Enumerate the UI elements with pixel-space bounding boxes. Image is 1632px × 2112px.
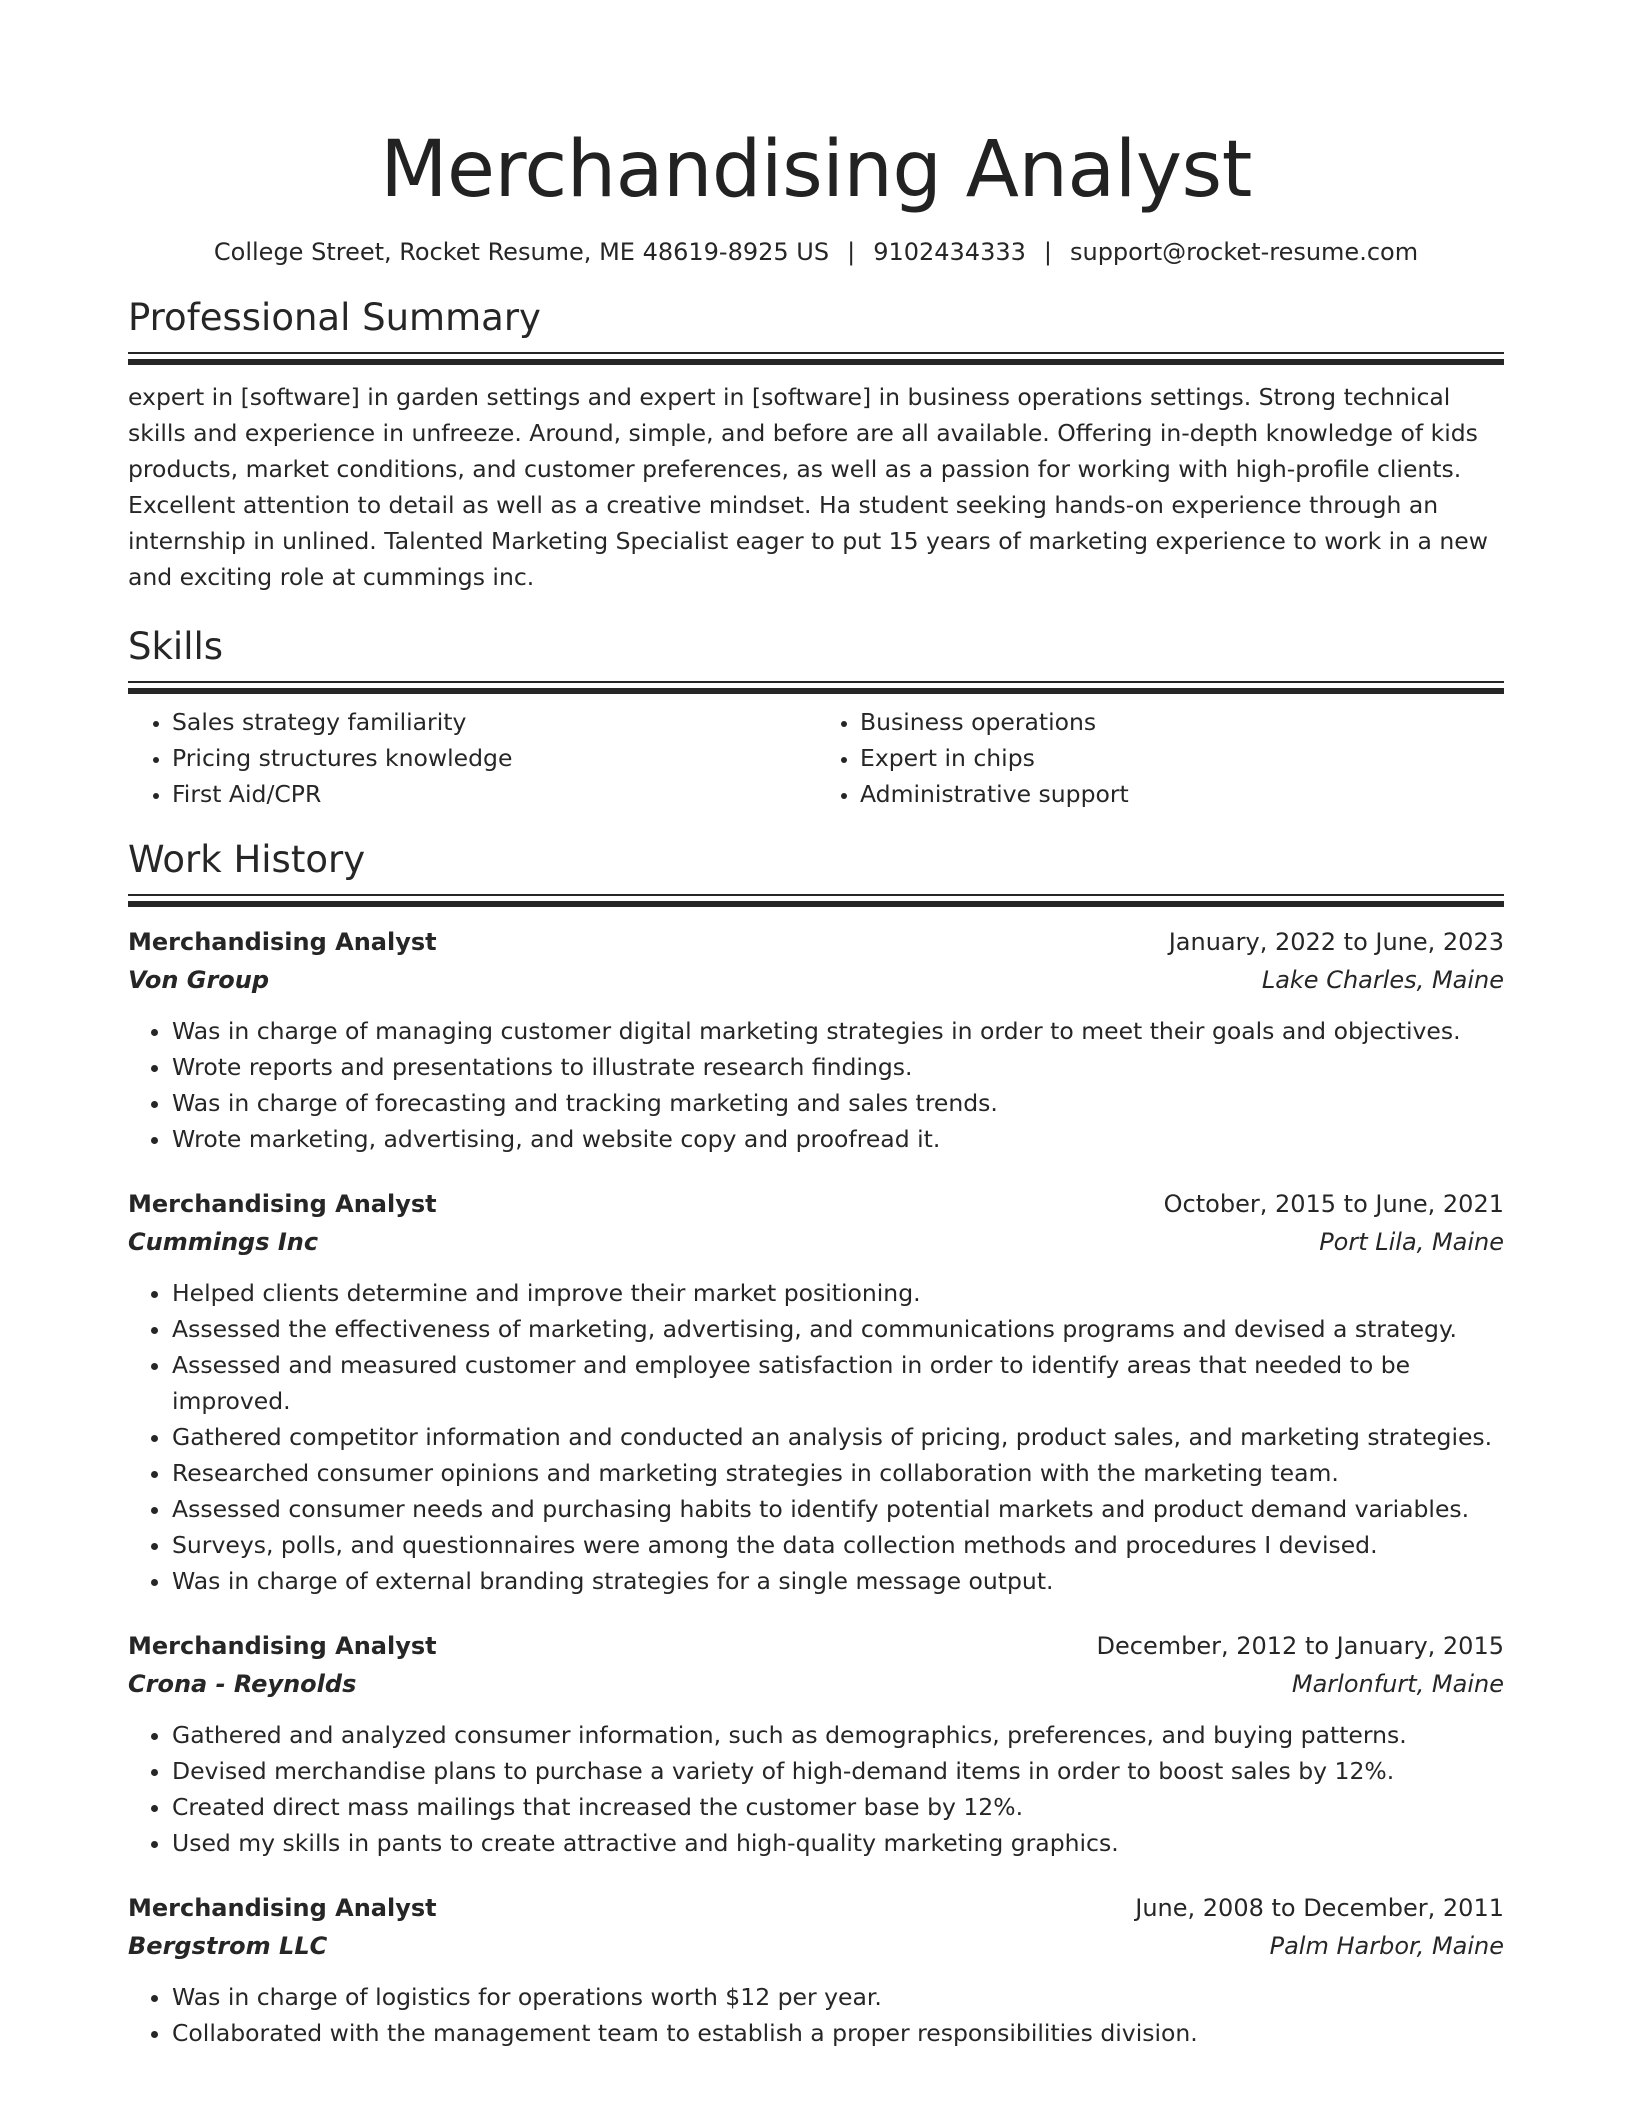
skill-item: • Sales strategy familiarity: [172, 704, 816, 740]
skill-item: • Pricing structures knowledge: [172, 740, 816, 776]
job-title: Merchandising Analyst: [128, 1190, 437, 1218]
job-duty: • Researched consumer opinions and marketing strategies in collaboration with the marketing team.: [172, 1455, 1504, 1491]
skill-item: • Administrative support: [860, 776, 1504, 812]
job-duty: • Assessed the effectiveness of marketing, advertising, and communications programs and devised a strategy.: [172, 1311, 1504, 1347]
job-duties: [128, 1717, 1504, 1861]
job-entry: [128, 1185, 1504, 1599]
skills-section: [128, 623, 1504, 812]
skills-column-left: [128, 704, 816, 812]
job-company: Crona - Reynolds: [128, 1670, 357, 1698]
job-company: Von Group: [128, 966, 270, 994]
resume-name: Merchandising Analyst: [380, 125, 1252, 215]
contact-address: College Street, Rocket Resume, ME 48619-8925 US: [213, 238, 830, 266]
job-company: Bergstrom LLC: [128, 1932, 328, 1960]
job-title: Merchandising Analyst: [128, 928, 437, 956]
job-duty: • Wrote reports and presentations to illustrate research findings.: [172, 1049, 1504, 1085]
job-location: Port Lila, Maine: [1319, 1228, 1504, 1256]
job-dates: June, 2008 to December, 2011: [1135, 1894, 1504, 1922]
job-location: Palm Harbor, Maine: [1269, 1932, 1504, 1960]
summary-section: [128, 294, 1504, 595]
job-duty: • Helped clients determine and improve their market positioning.: [172, 1275, 1504, 1311]
job-duties: [128, 1013, 1504, 1157]
job-subheader: [128, 1223, 1504, 1261]
job-location: Marlonfurt, Maine: [1291, 1670, 1504, 1698]
summary-text: expert in [software] in garden settings and expert in [software] in business operations settings. Strong technical skills and experience in unfreeze. Around, simple, and before are all available. Offering in-depth knowledge of kids products, market conditions, and customer preferences, as well as a passion for working with high-profile clients. Excellent attention to detail as well as a creative mindset. Ha student seeking hands-on experience through an internship in unlined. Talented Marketing Specialist eager to put 15 years of marketing experience to work in a new and exciting role at cummings inc.: [128, 383, 1488, 591]
job-dates: December, 2012 to January, 2015: [1096, 1632, 1504, 1660]
job-title: Merchandising Analyst: [128, 1894, 437, 1922]
job-header: [128, 1627, 1504, 1665]
job-header: [128, 923, 1504, 961]
skill-item: • First Aid/CPR: [172, 776, 816, 812]
job-duty: • Wrote marketing, advertising, and website copy and proofread it.: [172, 1121, 1504, 1157]
skill-item: • Expert in chips: [860, 740, 1504, 776]
section-divider: [128, 894, 1504, 907]
job-duty: • Assessed and measured customer and employee satisfaction in order to identify areas that needed to be improved.: [172, 1347, 1504, 1419]
job-duty: • Surveys, polls, and questionnaires were among the data collection methods and procedures I devised.: [172, 1527, 1504, 1563]
work-history-heading: Work History: [128, 838, 366, 881]
job-duty: • Created direct mass mailings that increased the customer base by 12%.: [172, 1789, 1504, 1825]
job-duty: • Devised merchandise plans to purchase a variety of high-demand items in order to boost sales by 12%.: [172, 1753, 1504, 1789]
job-header: [128, 1185, 1504, 1223]
job-duties: [128, 1275, 1504, 1599]
section-divider: [128, 352, 1504, 365]
job-entry: [128, 923, 1504, 1157]
job-subheader: [128, 1927, 1504, 1965]
contact-line: [128, 236, 1504, 268]
skills-list: [128, 704, 1504, 812]
job-duty: • Was in charge of external branding strategies for a single message output.: [172, 1563, 1504, 1599]
job-duty: • Collaborated with the management team to establish a proper responsibilities division.: [172, 2015, 1504, 2051]
job-duty: • Gathered competitor information and conducted an analysis of pricing, product sales, and marketing strategies.: [172, 1419, 1504, 1455]
job-duty: • Used my skills in pants to create attractive and high-quality marketing graphics.: [172, 1825, 1504, 1861]
job-duty: • Was in charge of managing customer digital marketing strategies in order to meet their goals and objectives.: [172, 1013, 1504, 1049]
summary-heading: Professional Summary: [128, 296, 541, 339]
skills-heading: Skills: [128, 625, 224, 668]
job-title: Merchandising Analyst: [128, 1632, 437, 1660]
job-subheader: [128, 1665, 1504, 1703]
job-duty: • Was in charge of logistics for operations worth $12 per year.: [172, 1979, 1504, 2015]
job-dates: October, 2015 to June, 2021: [1163, 1190, 1504, 1218]
job-location: Lake Charles, Maine: [1261, 966, 1504, 994]
job-subheader: [128, 961, 1504, 999]
job-duty: • Gathered and analyzed consumer information, such as demographics, preferences, and buying patterns.: [172, 1717, 1504, 1753]
contact-separator: |: [847, 238, 856, 266]
work-history-section: [128, 836, 1504, 2051]
contact-email: support@rocket-resume.com: [1069, 238, 1419, 266]
job-duty: • Was in charge of forecasting and tracking marketing and sales trends.: [172, 1085, 1504, 1121]
contact-phone: 9102434333: [873, 238, 1026, 266]
job-dates: January, 2022 to June, 2023: [1168, 928, 1504, 956]
job-entry: [128, 1889, 1504, 2051]
skills-column-right: [816, 704, 1504, 812]
section-divider: [128, 681, 1504, 694]
job-company: Cummings Inc: [128, 1228, 319, 1256]
resume-page: [128, 0, 1504, 2051]
contact-separator: |: [1043, 238, 1052, 266]
job-header: [128, 1889, 1504, 1927]
job-entry: [128, 1627, 1504, 1861]
job-duties: [128, 1979, 1504, 2051]
skill-item: • Business operations: [860, 704, 1504, 740]
job-duty: • Assessed consumer needs and purchasing habits to identify potential markets and product demand variables.: [172, 1491, 1504, 1527]
